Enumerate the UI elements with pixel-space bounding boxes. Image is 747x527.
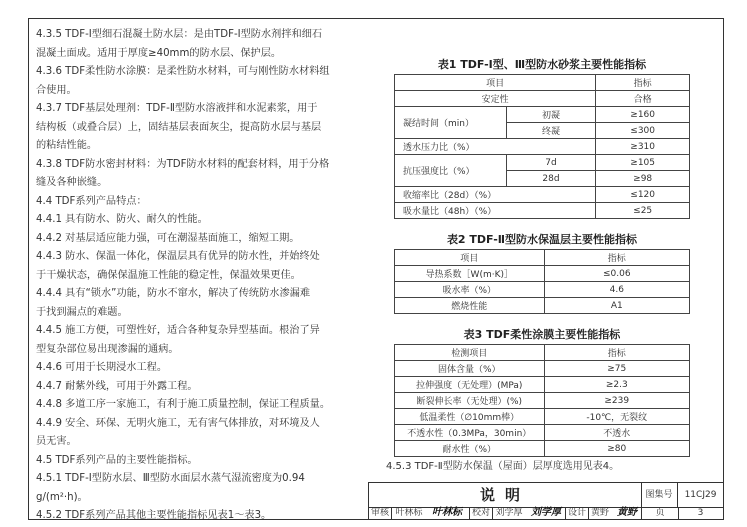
- text-line: 4.4 TDF系列产品特点：: [36, 195, 147, 207]
- text-line: 4.4.2 对基层适应能力强，可在潮湿基面施工，缩短工期。: [36, 232, 300, 244]
- text-line: 的粘结性能。: [36, 140, 98, 151]
- check-label: 校对: [469, 508, 493, 519]
- checker-name: 刘学厚: [495, 508, 523, 518]
- text-line: 于找到漏点的难题。: [36, 306, 128, 318]
- table2-title: 表2 TDF-Ⅱ型防水保温层主要性能指标: [446, 233, 638, 246]
- text-line: 4.4.5 施工方便，可塑性好，适合各种复杂异型基面。根治了异: [36, 325, 320, 336]
- table-cell: 凝结时间（min）: [395, 107, 507, 139]
- table-cell: 收缩率比（28d）（%）: [395, 187, 596, 203]
- design-label: 设计: [565, 508, 589, 519]
- table-row: [395, 361, 690, 377]
- tables-column: [394, 56, 690, 457]
- text-line: 4.3.5 TDF-Ⅰ型细石混凝土防水层：是由TDF-Ⅰ型防水剂拌和细石: [36, 29, 323, 40]
- text-line: 合使用。: [36, 84, 77, 96]
- table3-title: 表3 TDF柔性涂膜主要性能指标: [463, 328, 621, 341]
- table-cell: 透水压力比（%）: [395, 139, 596, 155]
- page-number: 3: [697, 508, 704, 518]
- table-cell: 固体含量（%）: [395, 361, 545, 377]
- text-line: 4.4.6 可用于长期浸水工程。: [36, 362, 168, 373]
- table-cell: 吸水量比（48h）（%）: [395, 203, 596, 219]
- page-label: 页: [641, 508, 679, 519]
- reviewer-signature: 叶林标: [432, 507, 462, 518]
- table-cell: 抗压强度比（%）: [395, 155, 507, 187]
- table-header: 项目: [395, 75, 596, 91]
- table3: [394, 344, 690, 457]
- table-cell: 导热系数［W(m·K)］: [395, 266, 545, 282]
- text-line: 4.5.2 TDF系列产品其他主要性能指标见表1～表3。: [36, 510, 272, 521]
- table-row: [395, 187, 690, 203]
- table-cell: ≥239: [544, 393, 689, 409]
- table-header: 项目: [395, 250, 545, 266]
- text-line: 4.3.8 TDF防水密封材料：为TDF防水材料的配套材料，用于分格: [36, 158, 330, 170]
- table-header: 指标: [596, 75, 690, 91]
- table-cell: 低温柔性（∅10mm棒）: [395, 409, 545, 425]
- table-cell: 不透水性（0.3MPa，30min）: [395, 425, 545, 441]
- table-row: [395, 250, 690, 266]
- designer-name: 黄野: [590, 508, 609, 518]
- text-line: 4.5.1 TDF-Ⅰ型防水层、Ⅲ型防水面层水蒸气湿流密度为0.94: [36, 473, 305, 484]
- text-line: 缝及各种嵌缝。: [36, 177, 108, 188]
- table2: [394, 249, 690, 314]
- text-line: 4.4.8 多道工序一家施工，有利于施工质量控制，保证工程质量。: [36, 399, 331, 410]
- table-cell: 吸水率（%）: [395, 282, 545, 298]
- table-cell: ≥75: [544, 361, 689, 377]
- text-line: g/(m²·h)。: [36, 491, 88, 503]
- table-row: [395, 139, 690, 155]
- table-row: [395, 75, 690, 91]
- table-cell: 终凝: [506, 123, 596, 139]
- table-cell: 耐水性（%）: [395, 441, 545, 457]
- table-row: [395, 107, 690, 123]
- table-header: 指标: [544, 345, 689, 361]
- table-row: [395, 425, 690, 441]
- table1-title: 表1 TDF-Ⅰ型、Ⅲ型防水砂浆主要性能指标: [437, 58, 647, 71]
- table-cell: 不透水: [544, 425, 689, 441]
- table-cell: ≥98: [596, 171, 690, 187]
- table-cell: ≥160: [596, 107, 690, 123]
- table-cell: -10℃，无裂纹: [544, 409, 689, 425]
- title-block-row: [369, 483, 723, 508]
- table-cell: 4.6: [544, 282, 689, 298]
- table-row: [395, 91, 690, 107]
- table-row: [395, 203, 690, 219]
- text-line: 4.4.4 具有“锁水”功能，防水不窜水，解决了传统防水渗漏难: [36, 288, 311, 299]
- title-block: [368, 482, 723, 519]
- table-cell: 燃烧性能: [395, 298, 545, 314]
- drawing-title: 说明: [369, 483, 642, 507]
- table-cell: ≤120: [596, 187, 690, 203]
- table-row: [395, 345, 690, 361]
- table-cell: ≥2.3: [544, 377, 689, 393]
- text-line: 4.4.7 耐紫外线，可用于外露工程。: [36, 380, 198, 392]
- atlas-label: 图集号: [641, 483, 678, 507]
- table-cell: ≥105: [596, 155, 690, 171]
- text-line: 4.3.6 TDF柔性防水涂膜：是柔性防水材料，可与刚性防水材料组: [36, 66, 330, 77]
- table-row: [395, 298, 690, 314]
- table-cell: 断裂伸长率（无处理）(%): [395, 393, 545, 409]
- explanation-text: [36, 26, 381, 526]
- text-line: 混凝土面成。适用于厚度≥40mm的防水层、保护层。: [36, 47, 282, 59]
- table1: [394, 74, 690, 219]
- table-row: [395, 441, 690, 457]
- table-cell: ≤300: [596, 123, 690, 139]
- text-line: 型复杂部位易出现渗漏的通病。: [36, 343, 179, 355]
- reviewer-name: 叶林标: [395, 508, 423, 518]
- table-row: [395, 155, 690, 171]
- table-cell: ≤0.06: [544, 266, 689, 282]
- table-cell: 拉伸强度（无处理）(MPa): [395, 377, 545, 393]
- checker-signature: 刘学厚: [531, 507, 561, 518]
- atlas-number: 11CJ29: [684, 490, 717, 500]
- table-cell: 初凝: [506, 107, 596, 123]
- table-cell: 28d: [506, 171, 596, 187]
- text-line: 员无害。: [36, 436, 77, 447]
- table-cell: ≥310: [596, 139, 690, 155]
- table-header: 检测项目: [395, 345, 545, 361]
- table-cell: ≤25: [596, 203, 690, 219]
- table4-reference: 4.5.3 TDF-Ⅱ型防水保温（屋面）层厚度选用见表4。: [386, 461, 620, 472]
- text-line: 4.4.3 防水、保温一体化，保温层具有优异的防水性，并始终处: [36, 251, 320, 262]
- table-header: 指标: [544, 250, 689, 266]
- table-row: [395, 266, 690, 282]
- table-cell: 合格: [596, 91, 690, 107]
- table-row: [395, 282, 690, 298]
- title-block-row: [369, 508, 723, 519]
- table-cell: 7d: [506, 155, 596, 171]
- review-label: 审核: [369, 508, 392, 519]
- text-line: 4.3.7 TDF基层处理剂：TDF-Ⅱ型防水溶液拌和水泥素浆，用于: [36, 103, 318, 114]
- table-row: [395, 377, 690, 393]
- text-line: 结构板（或叠合层）上，固结基层表面灰尘，提高防水层与基层: [36, 121, 322, 133]
- text-line: 4.4.9 安全、环保、无明火施工，无有害气体排放，对环境及人: [36, 417, 320, 429]
- text-line: 于干燥状态，确保保温施工性能的稳定性，保温效果更佳。: [36, 269, 301, 281]
- table-cell: ≥80: [544, 441, 689, 457]
- table-row: [395, 409, 690, 425]
- text-line: 4.4.1 具有防水、防火、耐久的性能。: [36, 214, 208, 225]
- text-line: 4.5 TDF系列产品的主要性能指标。: [36, 454, 198, 466]
- designer-signature: 黄野: [617, 507, 637, 518]
- table-row: [395, 393, 690, 409]
- table-cell: A1: [544, 298, 689, 314]
- table-cell: 安定性: [395, 91, 596, 107]
